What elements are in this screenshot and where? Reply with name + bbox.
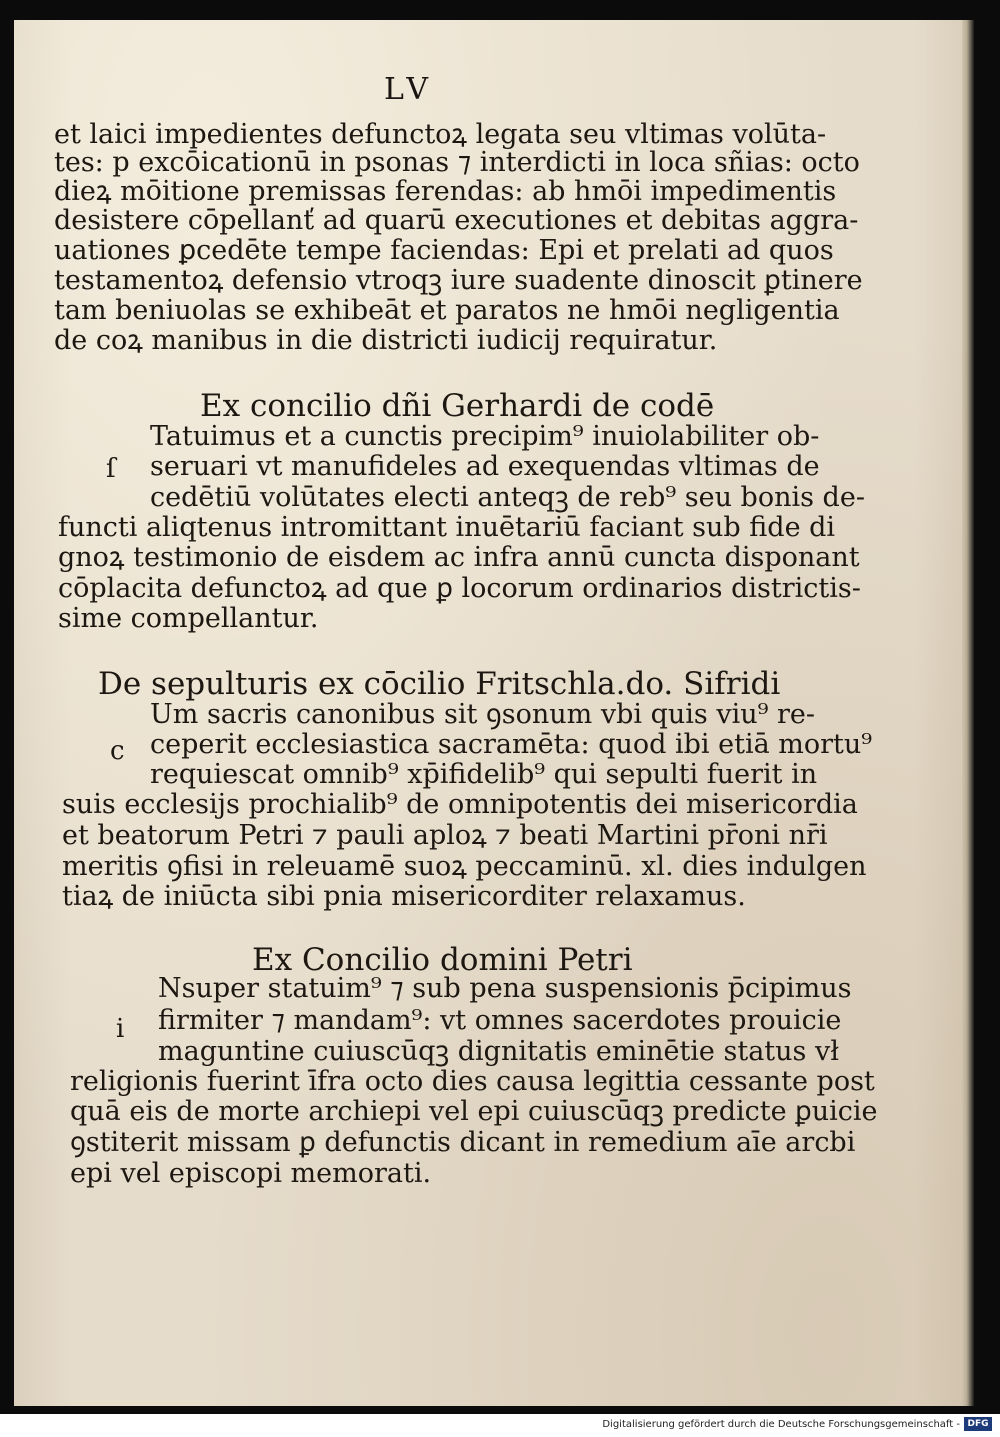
text-line: et laici impedientes defunctoꝝ legata seu vltimas volūta- — [54, 119, 827, 150]
text-line: seruari vt manufideles ad exequendas vltimas de — [150, 451, 820, 482]
page-edge — [962, 20, 974, 1406]
text-line: Nsuper statuim⁹ ⁊ sub pena suspensionis p̄cipimus — [158, 973, 852, 1004]
text-line: ceperit ecclesiastica sacramēta: quod ibi etiā mortu⁹ — [150, 729, 873, 760]
dfg-logo: DFG — [964, 1417, 992, 1431]
text-line: Um sacris canonibus sit ꝯsonum vbi quis viu⁹ re- — [150, 699, 816, 730]
text-line: desistere cōpellanť ad quarū executiones et debitas aggra- — [54, 205, 859, 236]
text-line: de coꝝ manibus in die districti iudicij requiratur. — [54, 325, 718, 356]
text-line: et beatorum Petri ⁊ pauli aploꝝ ⁊ beati Martini pr̄oni nr̄i — [62, 820, 828, 851]
text-line: cedētiū volūtates electi anteqꝫ de reb⁹ seu bonis de- — [150, 482, 865, 513]
text-line: uationes ꝑcedēte tempe faciendas: Epi et prelati ad quos — [54, 235, 834, 266]
section-heading: Ex Concilio domini Petri — [252, 942, 633, 978]
text-line: functi aliqtenus intromittant inuētariū faciant sub fide di — [58, 512, 836, 543]
text-line: tes: p excōicationū in psonas ⁊ interdicti in loca sñias: octo — [54, 147, 860, 178]
funding-credit: Digitalisierung gefördert durch die Deutsche Forschungsgemeinschaft - — [602, 1419, 960, 1430]
text-line: meritis ꝯfisi in releuamē suoꝝ peccaminū. xl. dies indulgen — [62, 851, 867, 882]
text-line: tiaꝝ de iniūcta sibi pnia misericorditer relaxamus. — [62, 881, 746, 912]
text-line: sime compellantur. — [58, 603, 319, 634]
footer-bar — [0, 1414, 1000, 1437]
text-line: epi vel episcopi memorati. — [70, 1158, 432, 1189]
text-line: gnoꝝ testimonio de eisdem ac infra annū cuncta disponant — [58, 542, 860, 573]
text-line: quā eis de morte archiepi vel epi cuiuscūqꝫ predicte ꝑuicie — [70, 1096, 878, 1127]
initial-guide-letter: i — [116, 1014, 125, 1044]
text-line: maguntine cuiuscūqꝫ dignitatis eminētie status vł — [158, 1036, 839, 1067]
initial-guide-letter: ſ — [106, 454, 116, 484]
text-line: cōplacita defunctoꝝ ad que ꝑ locorum ordinarios districtis- — [58, 573, 861, 604]
folio-number: LV — [384, 72, 435, 107]
text-line: dieꝝ mōitione premissas ferendas: ab hmōi impedimentis — [54, 176, 837, 207]
text-line: tam beniuolas se exhibeāt et paratos ne hmōi negligentia — [54, 295, 840, 326]
text-line: ꝯstiterit missam ꝑ defunctis dicant in remedium aīe arcbi — [70, 1127, 856, 1158]
text-line: testamentoꝝ defensio vtroqꝫ iure suadente dinoscit ꝑtinere — [54, 265, 863, 296]
text-line: requiescat omnib⁹ xp̄ifidelib⁹ qui sepulti fuerit in — [150, 759, 818, 790]
initial-guide-letter: c — [110, 736, 125, 766]
text-line: suis ecclesijs prochialib⁹ de omnipotentis dei misericordia — [62, 789, 858, 820]
text-line: religionis fuerint īfra octo dies causa legittia cessante post — [70, 1066, 875, 1097]
section-heading: Ex concilio dñi Gerhardi de codē — [200, 388, 715, 424]
text-line: firmiter ⁊ mandam⁹: vt omnes sacerdotes prouicie — [158, 1005, 842, 1036]
text-line: Tatuimus et a cunctis precipim⁹ inuiolabiliter ob- — [150, 421, 820, 452]
section-heading: De sepulturis ex cōcilio Fritschla.do. Sifridi — [98, 666, 781, 702]
